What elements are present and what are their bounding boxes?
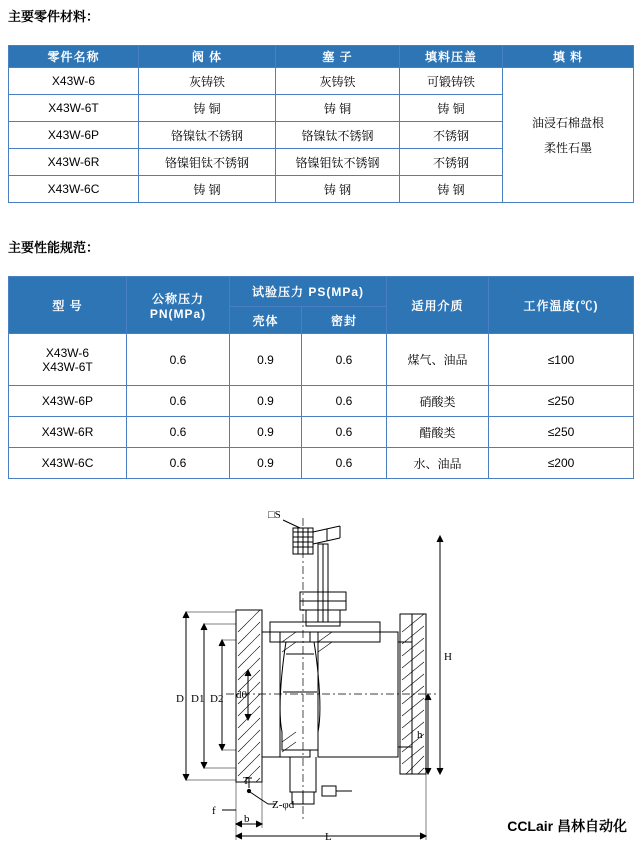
- label-square-s: □S: [268, 509, 281, 521]
- cell-shell: 0.9: [230, 448, 302, 479]
- cell-temp: ≤250: [489, 386, 634, 417]
- cell-pn: 0.6: [127, 334, 230, 386]
- valve-drawing-svg: [0, 492, 641, 852]
- label-d0: d0: [236, 689, 247, 701]
- body-right-chamber: [318, 632, 398, 757]
- cell-part-name: X43W-6T: [9, 95, 139, 122]
- brand-label: CCLair 昌林自动化: [507, 818, 627, 834]
- cell-body: 铸 铜: [139, 95, 276, 122]
- table-row: [9, 334, 634, 386]
- label-D2: D2: [210, 693, 224, 705]
- cell-plug: 铬镍钛不锈钢: [276, 122, 400, 149]
- col-header-plug: 塞 子: [276, 46, 400, 68]
- cell-part-name: X43W-6: [9, 68, 139, 95]
- cell-shell: 0.9: [230, 334, 302, 386]
- table-row: [9, 417, 634, 448]
- cell-model: X43W-6P: [9, 386, 127, 417]
- col-header-packing: 填 料: [503, 46, 634, 68]
- cell-body: 铬镍钛不锈钢: [139, 122, 276, 149]
- label-z-phi-d: Z-φd: [272, 799, 295, 811]
- col-header-part-name: 零件名称: [9, 46, 139, 68]
- col-header-temperature: 工作温度(℃): [489, 277, 634, 334]
- cell-part-name: X43W-6R: [9, 149, 139, 176]
- cell-seal: 0.6: [302, 334, 387, 386]
- cell-plug: 铸 钢: [276, 176, 400, 203]
- label-b: b: [244, 813, 250, 825]
- cell-model: [9, 334, 127, 386]
- packing-line-1: 油浸石棉盘根: [531, 116, 604, 130]
- cell-model: X43W-6R: [9, 417, 127, 448]
- col-header-shell: 壳体: [230, 307, 302, 334]
- cell-model: X43W-6C: [9, 448, 127, 479]
- cell-gland: 不锈钢: [400, 122, 503, 149]
- cell-seal: 0.6: [302, 386, 387, 417]
- cell-shell: 0.9: [230, 417, 302, 448]
- leader-z-phi-d: [250, 792, 268, 804]
- label-f: f: [212, 805, 216, 817]
- cell-gland: 不锈钢: [400, 149, 503, 176]
- nominal-pressure-line-2: PN(MPa): [149, 306, 207, 321]
- nominal-pressure-line-1: 公称压力: [151, 291, 204, 306]
- col-header-test-pressure: 试验压力 PS(MPa): [230, 277, 387, 307]
- model-line-2: X43W-6T: [42, 359, 93, 374]
- packing-line-2: 柔性石墨: [543, 141, 592, 155]
- valve-technical-drawing: [0, 492, 641, 852]
- label-T: T: [243, 776, 250, 787]
- cell-pn: 0.6: [127, 386, 230, 417]
- col-header-body: 阀 体: [139, 46, 276, 68]
- cell-part-name: X43W-6C: [9, 176, 139, 203]
- cell-gland: 可锻铸铁: [400, 68, 503, 95]
- cell-part-name: X43W-6P: [9, 122, 139, 149]
- cell-plug: 灰铸铁: [276, 68, 400, 95]
- cell-gland: 铸 铜: [400, 95, 503, 122]
- table-header-row: [9, 46, 634, 68]
- cell-medium: 煤气、油品: [387, 334, 489, 386]
- col-header-model: 型 号: [9, 277, 127, 334]
- table-row: [9, 386, 634, 417]
- materials-table: [8, 45, 634, 203]
- col-header-medium: 适用介质: [387, 277, 489, 334]
- cell-body: 铸 钢: [139, 176, 276, 203]
- cell-temp: ≤100: [489, 334, 634, 386]
- table-header-row-1: [9, 277, 634, 307]
- page-title-materials: 主要零件材料：: [8, 9, 100, 24]
- cell-body: 铬镍钼钛不锈钢: [139, 149, 276, 176]
- label-H: H: [444, 651, 452, 663]
- cell-pn: 0.6: [127, 448, 230, 479]
- cell-temp: ≤200: [489, 448, 634, 479]
- cell-medium: 硝酸类: [387, 386, 489, 417]
- cell-body: 灰铸铁: [139, 68, 276, 95]
- cell-plug: 铸 铜: [276, 95, 400, 122]
- cell-shell: 0.9: [230, 386, 302, 417]
- label-h: h: [417, 729, 423, 741]
- cell-medium: 水、油品: [387, 448, 489, 479]
- cell-plug: 铬镍钼钛不锈钢: [276, 149, 400, 176]
- tapered-plug: [280, 642, 320, 750]
- performance-table: [8, 276, 634, 479]
- model-line-1: X43W-6: [45, 345, 90, 360]
- cell-seal: 0.6: [302, 417, 387, 448]
- label-L: L: [325, 831, 332, 843]
- cell-packing: [503, 68, 634, 203]
- cell-pn: 0.6: [127, 417, 230, 448]
- cell-gland: 铸 钢: [400, 176, 503, 203]
- col-header-nominal-pressure: [127, 277, 230, 334]
- label-D1: D1: [191, 693, 205, 705]
- col-header-gland: 填料压盖: [400, 46, 503, 68]
- table-row: [9, 448, 634, 479]
- cell-seal: 0.6: [302, 448, 387, 479]
- col-header-seal: 密封: [302, 307, 387, 334]
- label-D: D: [176, 693, 184, 705]
- table-row: [9, 68, 634, 95]
- left-neck: [262, 632, 280, 757]
- page-title-performance: 主要性能规范：: [8, 240, 100, 255]
- cell-temp: ≤250: [489, 417, 634, 448]
- bottom-bolt: [322, 786, 336, 796]
- cell-medium: 醋酸类: [387, 417, 489, 448]
